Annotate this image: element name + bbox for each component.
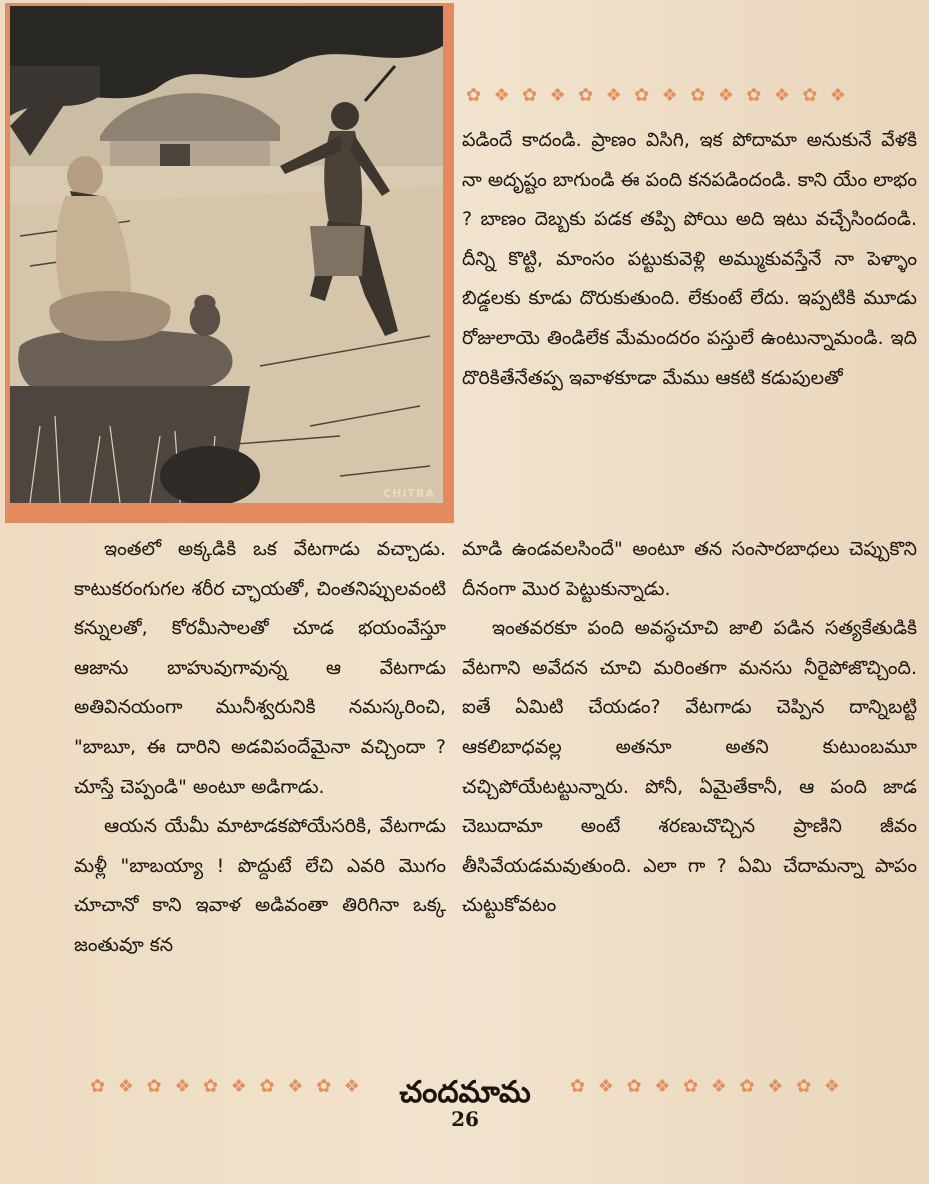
story-paragraph: ఇంతలో అక్కడికి ఒక వేటగాడు వచ్చాడు. కాటుకరంగుగల శరీర చ్ఛాయతో, చింతనిప్పులవంటి కన్నులతో, కోరమీసాలతో చూడ భయంవేస్తూ ఆజాను బాహువుగావున్న ఆ వేటగాడు అతివినయంగా మునీశ్వరునికి నమస్కరించి, "బాబూ, ఈ దారిని అడవిపందేమైనా వచ్చిందా ? చూస్తే చెప్పండి" అంటూ అడిగాడు. xyxy=(74,538,446,798)
illustration-frame xyxy=(5,3,454,523)
right-column-top xyxy=(462,121,917,398)
decorative-border-top: ✿ ❖ ✿ ❖ ✿ ❖ ✿ ❖ ✿ ❖ ✿ ❖ ✿ ❖ xyxy=(466,85,846,106)
story-paragraph: ఇంతవరకూ పంది అవస్థచూచి జాలి పడిన సత్యకేతుడికి వేటగాని అవేదన చూచి మరింతగా మనసు నీరైపోజొచ్చింది. ఐతే ఏమిటి చేయడం? వేటగాడు చెప్పిన దాన్నిబట్టి ఆకలిబాధవల్ల అతనూ అతని కుటుంబమూ చచ్చిపోయేటట్టున్నారు. పోనీ, ఏమైతేకానీ, ఆ పంది జాడ చెబుదామా అంటే శరణుచొచ్చిన ప్రాణిని జీవం తీసివేయడమవుతుంది. ఎలా గా ? ఏమి చేదామన్నా పాపం చుట్టుకోవటం xyxy=(462,617,917,917)
sage-and-hunter-illustration xyxy=(10,6,443,503)
story-paragraph: ఆయన యేమీ మాటాడకపోయేసరికి, వేటగాడు మళ్లీ "బాబయ్యా ! పొద్దుటే లేచి ఎవరి మొగం చూచానో కాని ఇవాళ అడివంతా తిరిగినా ఒక్క జంతువూ కన xyxy=(74,815,446,956)
illustration xyxy=(10,6,443,503)
right-column-bottom xyxy=(462,530,917,926)
decorative-border-footer-left: ✿ ❖ ✿ ❖ ✿ ❖ ✿ ❖ ✿ ❖ xyxy=(90,1076,360,1097)
decorative-border-footer-right: ✿ ❖ ✿ ❖ ✿ ❖ ✿ ❖ ✿ ❖ xyxy=(570,1076,840,1097)
page-number: 26 xyxy=(451,1107,479,1131)
story-paragraph: పడిందే కాదండి. ప్రాణం విసిగి, ఇక పోదామా అనుకునే వేళకి నా అదృష్టం బాగుండి ఈ పంది కనపడిందండి. కాని యేం లాభం ? బాణం దెబ్బకు పడక తప్పి పోయి అది ఇటు వచ్చేసిందండి. దీన్ని కొట్టి, మాంసం పట్టుకువెళ్లి అమ్ముకువస్తేనే నా పెళ్ళాం బిడ్డలకు కూడు దొరుకుతుంది. లేకుంటే లేదు. ఇప్పటికి మూడు రోజులాయె తిండిలేక మేమందరం పస్తులే ఉంటున్నామండి. ఇది దొరికితేనేతప్ప ఇవాళకూడా మేము ఆకటి కడుపులతో xyxy=(462,129,917,389)
left-column xyxy=(74,530,446,966)
artist-signature: CHITRA xyxy=(383,487,435,500)
story-paragraph: మాడి ఉండవలసిందే" అంటూ తన సంసారబాధలు చెప్పుకొని దీనంగా మొర పెట్టుకున్నాడు. xyxy=(462,538,917,600)
magazine-title: చందమామ xyxy=(399,1075,531,1110)
